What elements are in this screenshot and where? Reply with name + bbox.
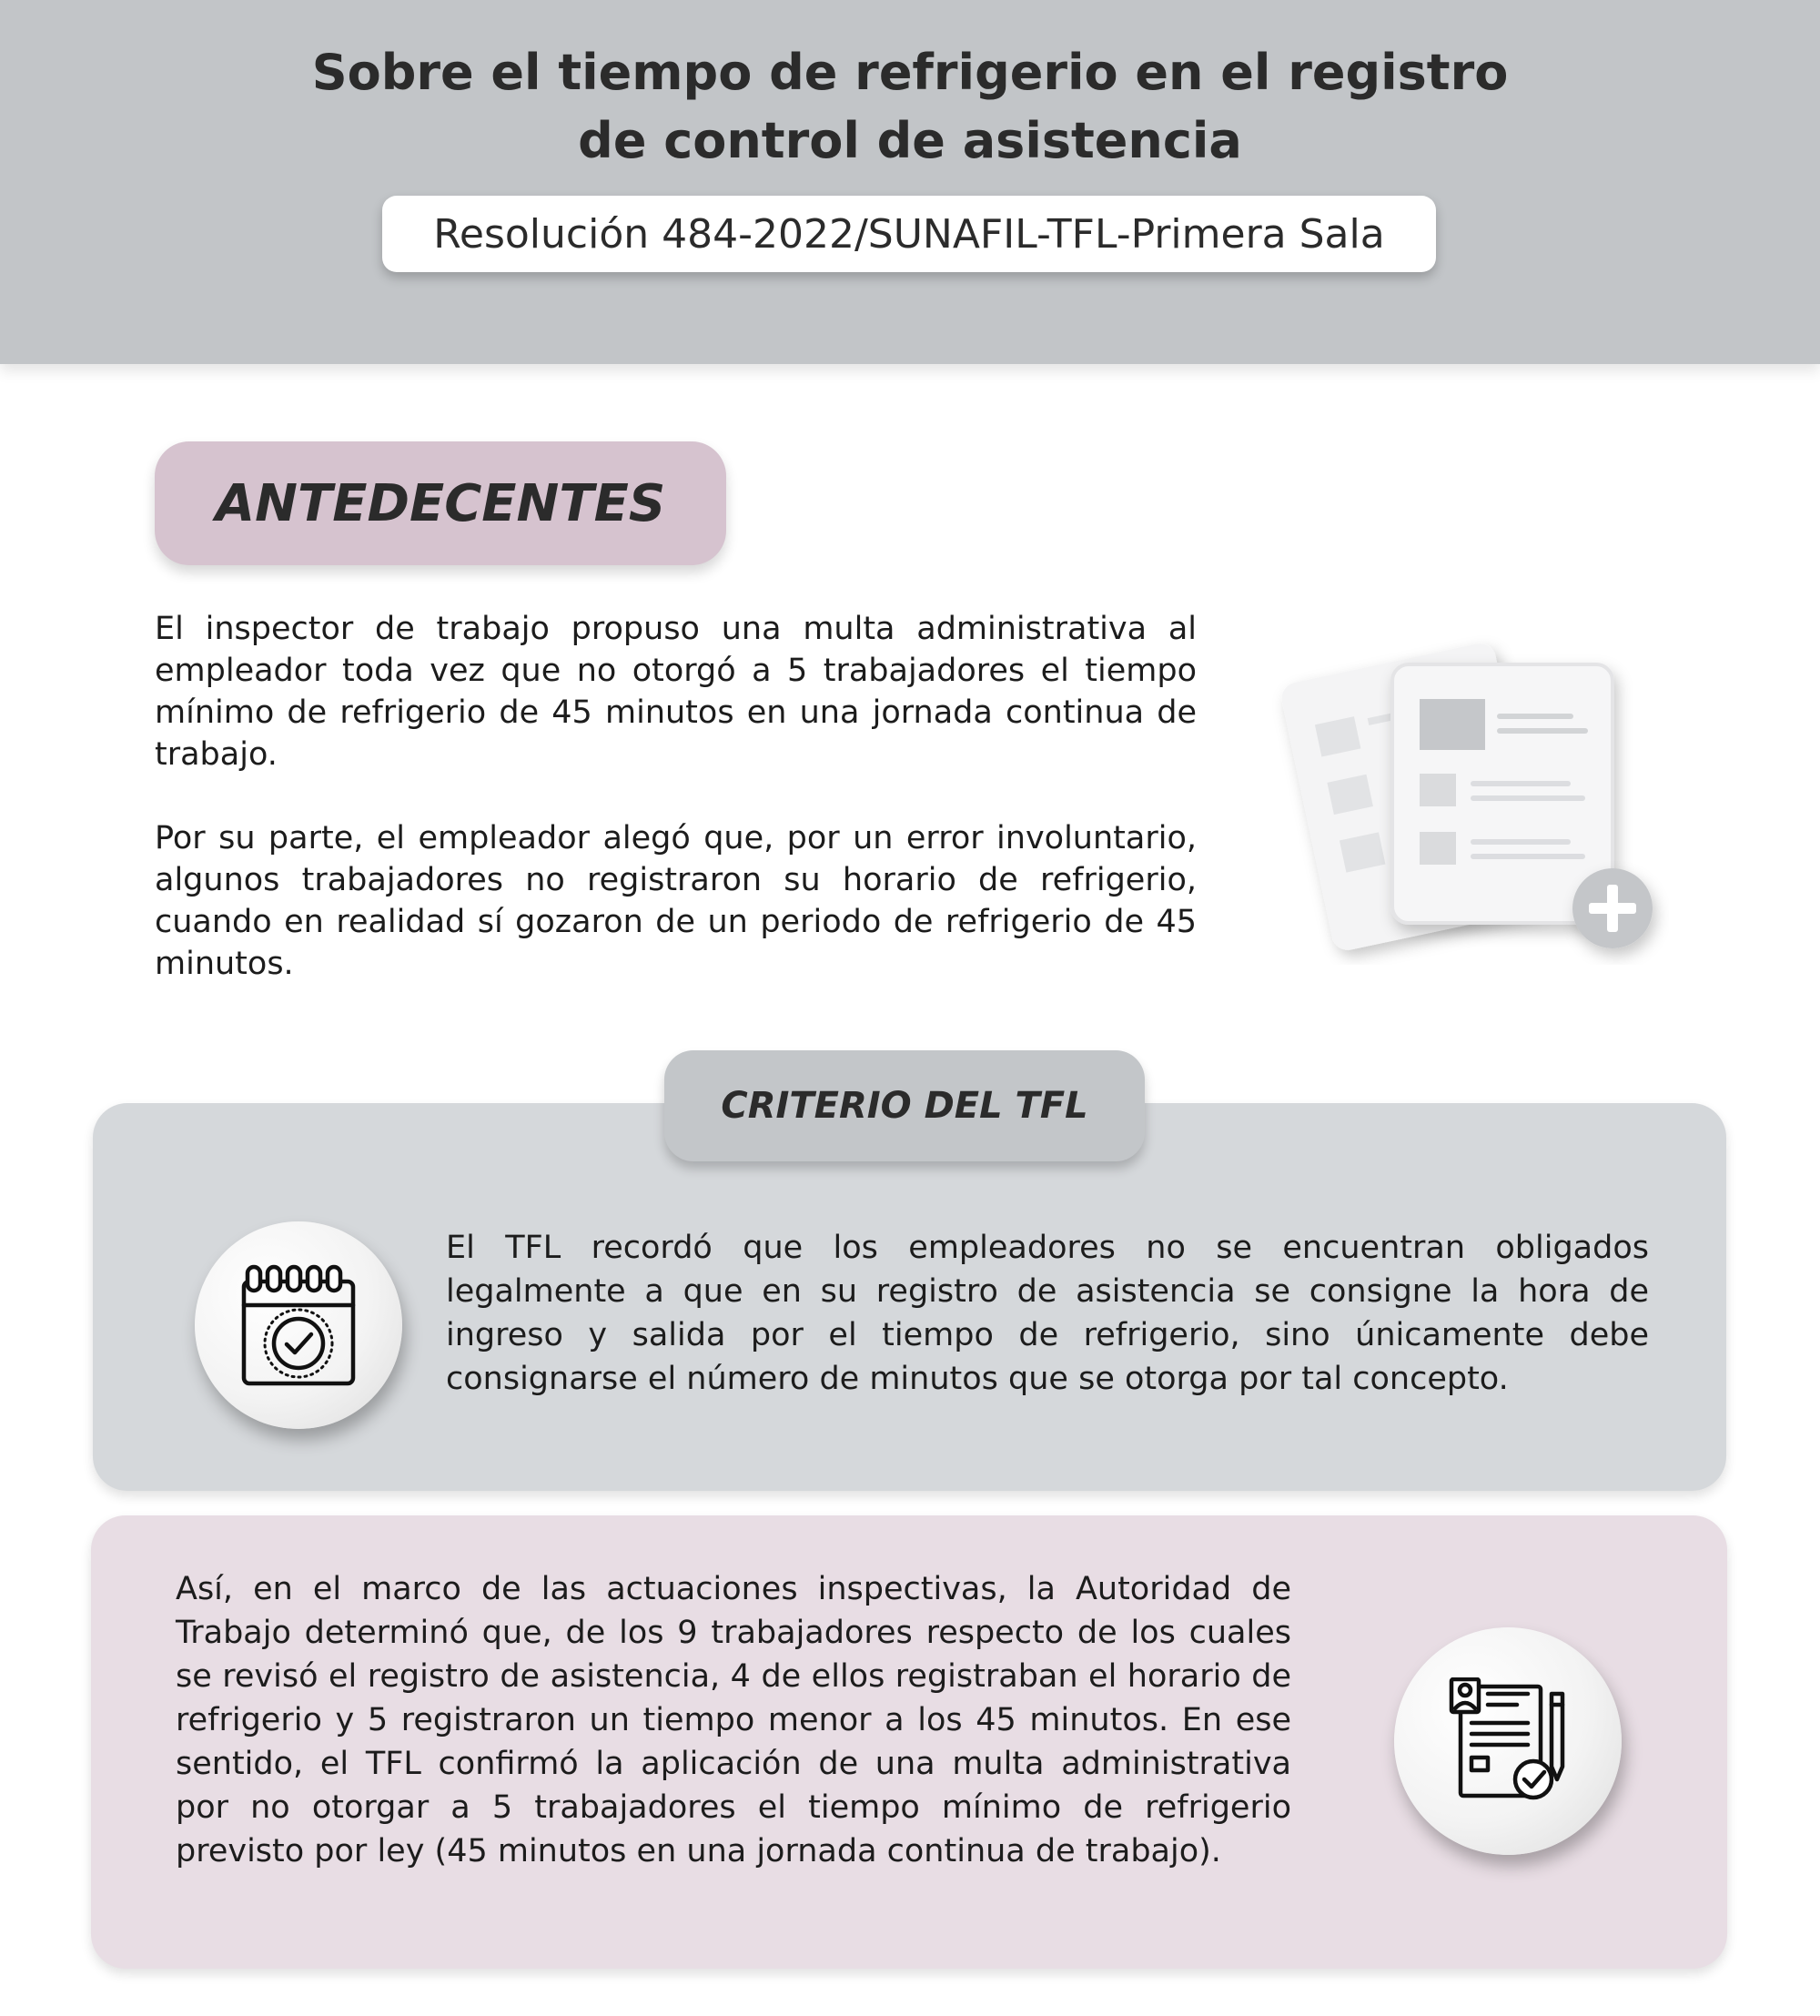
title-line-1: Sobre el tiempo de refrigerio en el registro (311, 44, 1509, 101)
approved-document-badge (1394, 1627, 1622, 1855)
criterio-heading (664, 1050, 1145, 1161)
conclusion-body: Así, en el marco de las actuaciones inspectivas, la Autoridad de Trabajo determinó que, de los 9 trabajadores respecto de los cuales se revisó el registro de asistencia, 4 de ellos registraban el horario de refrigerio y 5 registraron un tiempo menor a los 45 minutos. En ese sentido, el TFL confirmó la aplicación de una multa administrativa por no otorgar a 5 trabajadores el tiempo mínimo de refrigerio previsto por ley (45 minutos en una jornada continua de trabajo). (176, 1571, 1291, 1869)
antecedentes-body (155, 608, 1197, 1027)
add-document-icon (1265, 601, 1693, 965)
criterio-heading-label: CRITERIO DEL TFL (721, 1085, 1088, 1127)
title-line-2: de control de asistencia (578, 112, 1242, 169)
resolution-badge (382, 196, 1436, 272)
page-title (182, 38, 1638, 175)
resolution-label: Resolución 484-2022/SUNAFIL-TFL-Primera Sala (433, 210, 1385, 258)
antecedentes-heading (155, 441, 726, 565)
antecedentes-paragraph-2: Por su parte, el empleador alegó que, por un error involuntario, algunos trabajadores no registraron su horario de refrigerio, cuando en realidad sí gozaron de un periodo de refrigerio de 45 minutos. (155, 820, 1197, 982)
approved-document-icon (1444, 1677, 1572, 1805)
calendar-badge (195, 1221, 402, 1429)
antecedentes-heading-label: ANTEDECENTES (215, 473, 666, 533)
criterio-body: El TFL recordó que los empleadores no se encuentran obligados legalmente a que en su registro de asistencia se consigne la hora de ingreso y salida por el tiempo de refrigerio, sino únicamente debe consignarse el número de minutos que se otorga por tal concepto. (446, 1230, 1649, 1397)
antecedentes-paragraph-1: El inspector de trabajo propuso una multa administrativa al empleador toda vez que no otorgó a 5 trabajadores el tiempo mínimo de refrigerio de 45 minutos en una jornada continua de trabajo. (155, 611, 1197, 773)
header-banner (0, 0, 1820, 364)
calendar-check-icon (235, 1261, 362, 1389)
